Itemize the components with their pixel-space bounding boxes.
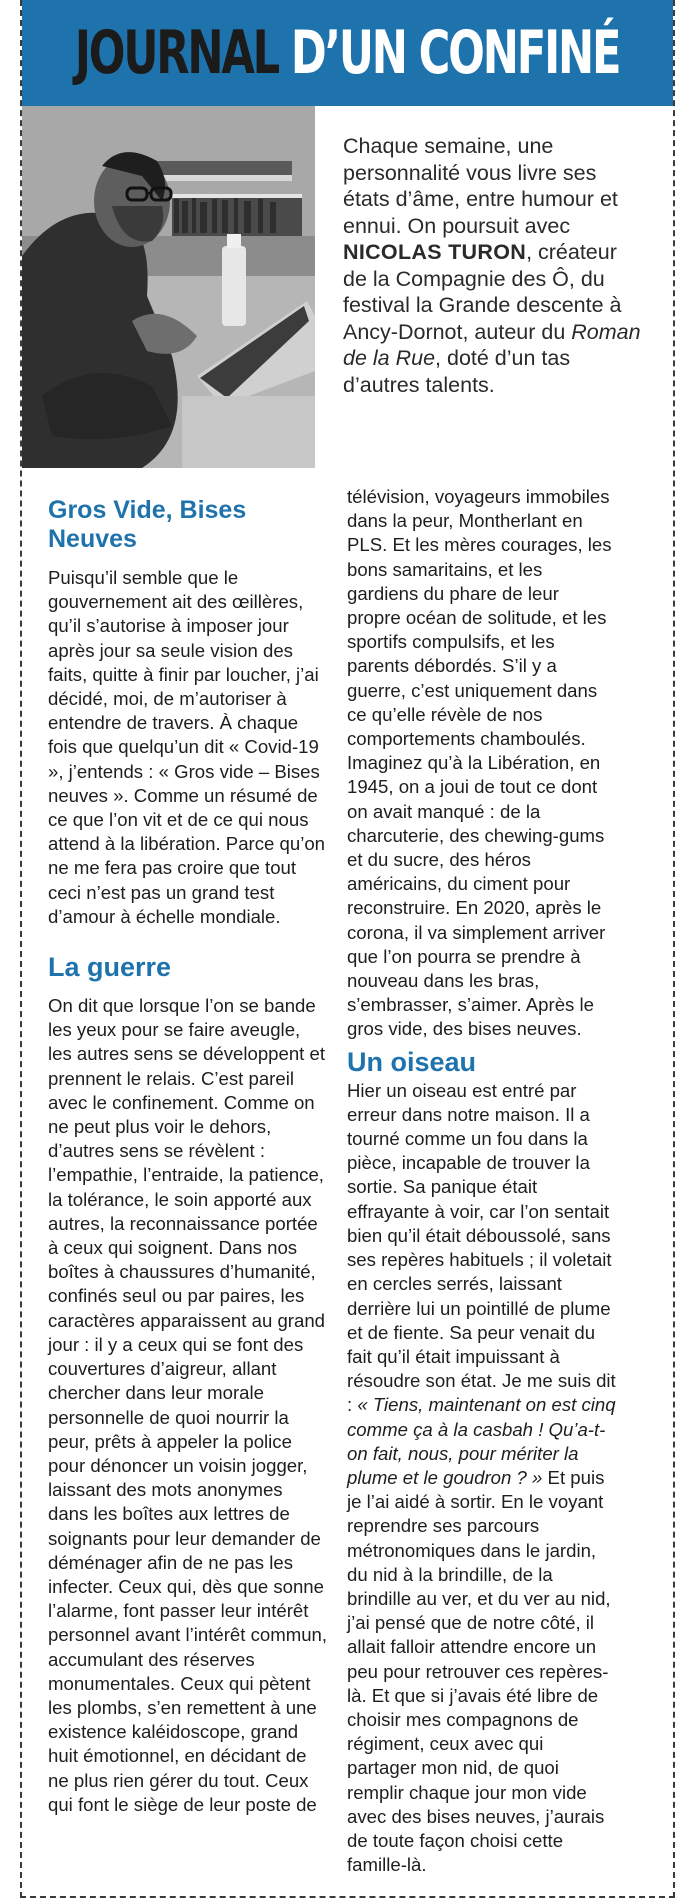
paragraph-un-oiseau: [347, 1079, 617, 1878]
article-column-left: [48, 496, 328, 1817]
intro-text: [343, 133, 643, 398]
intro-part-a: Chaque semaine, une personnalité vous livre ses états d’âme, entre humour et ennui. On poursuit avec: [343, 134, 618, 238]
author-name: NICOLAS TURON: [343, 240, 527, 264]
paragraph-la-guerre: On dit que lorsque l’on se bande les yeux pour se faire aveugle, les autres sens se développent et prennent le relais. C’est pareil avec le confinement. Comme on ne peut plus voir le dehors, d’autres sens se révèlent : l’empathie, l’entraide, la patience, la tolérance, le soin apporté aux autres, la reconnaissance portée à ceux qui soignent. Dans nos boîtes à chaussures d’humanité, confinés seul ou par paires, les caractères apparaissent au grand jour : il y a ceux qui se font des couvertures d’aigreur, allant chercher dans leur morale personnelle de quoi nourrir la peur, prêts à appeler la police pour dénoncer un voisin jogger, laissant des mots anonymes dans les boîtes aux lettres de soignants pour leur demander de déménager afin de ne pas les infecter. Ceux qui, dès que sonne l’alarme, font passer leur intérêt personnel avant l’intérêt commun, accumulant des réserves monumentales. Ceux qui pètent les plombs, s’en remettent à une existence kaléidoscope, grand huit émotionnel, en décidant de ne plus rien gérer du tout. Ceux qui font le siège de leur poste de: [48, 995, 328, 1815]
intro-part-c: , doté d’un tas d’autres talents.: [343, 346, 571, 397]
heading-gros-vide: Gros Vide, Bises Neuves: [48, 496, 247, 553]
column-title: [75, 18, 620, 88]
paragraph-liberation: Imaginez qu’à la Libération, en 1945, on a joui de tout ce dont on avait manqué : de la charcuterie, des chewing-gums et du sucre, des héros américains, du ciment pour reconstruire. En 2020, après le corona, il va simplement arriver que l’on pourra se prendre à nouveau dans les bras, s’embrasser, s’aimer. Après le gros vide, des bises neuves.: [347, 752, 606, 1040]
intro-part-b: , créateur de la Compagnie des Ô, du festival la Grande descente à Ancy-Dornot, auteur du: [343, 240, 622, 344]
header-banner: [22, 0, 673, 106]
title-journal: JOURNAL: [75, 18, 279, 88]
author-photo-illustration: [22, 106, 315, 468]
paragraph-la-guerre-cont: télévision, voyageurs immobiles dans la peur, Montherlant en PLS. Et les mères courages, les bons samaritains, et les gardiens du phare de leur propre océan de solitude, et les sportifs compulsifs, et les parents débordés. S’il y a guerre, c’est uniquement dans ce qu’elle révèle de nos comportements chamboulés.: [347, 486, 612, 750]
title-confine: D’UN CONFINÉ: [291, 18, 620, 88]
article-column-right: [347, 485, 617, 1877]
oiseau-text-a: Hier un oiseau est entré par erreur dans notre maison. Il a tourné comme un fou dans la pièce, incapable de trouver la sortie. Sa panique était effrayante à voir, car l’on sentait bien qu’il était déboussolé, sans ses repères habituels ; il voletait en cercles serrés, laissant derrière lui un pointillé de plume et de fiente. Sa peur venait du fait qu’il était impuissant à résoudre son état. Je me suis dit :: [347, 1079, 616, 1416]
author-photo: [22, 106, 315, 468]
oiseau-text-b: Et puis je l’ai aidé à sortir. En le voyant reprendre ses parcours métronomiques dans le jardin, du nid à la brindille, de la brindille au ver, et du ver au nid, j’ai pensé que de notre côté, il allait falloir attendre encore un peu pour retrouver ces repères-là. Et que si j’avais été libre de choisir mes compagnons de régiment, ceux avec qui partager mon nid, de quoi remplir chaque jour mon vide avec des bises neuves, j’aurais de toute façon choisi cette famille-là.: [347, 1466, 611, 1876]
book-title: Roman de la Rue: [343, 319, 641, 370]
oiseau-quote: « Tiens, maintenant on est cinq comme ça à la casbah ! Qu’a-t-on fait, nous, pour mériter la plume et le goudron ? »: [347, 1394, 616, 1488]
heading-la-guerre: La guerre: [48, 952, 172, 983]
heading-un-oiseau: Un oiseau: [347, 1046, 477, 1077]
paragraph-gros-vide: Puisqu’il semble que le gouvernement ait des œillères, qu’il s’autorise à imposer jour après jour sa seule vision des faits, quitte à finir par loucher, j’ai décidé, moi, de m’autoriser à entendre de travers. À chaque fois que quelqu’un dit « Covid-19 », j’entends : « Gros vide – Bises neuves ». Comme un résumé de ce que l’on vit et de ce qui nous attend à la libération. Parce qu’on ne me fera pas croire que tout ceci n’est pas un grand test d’amour à échelle mondiale.: [48, 567, 326, 927]
spacer: [48, 929, 328, 953]
